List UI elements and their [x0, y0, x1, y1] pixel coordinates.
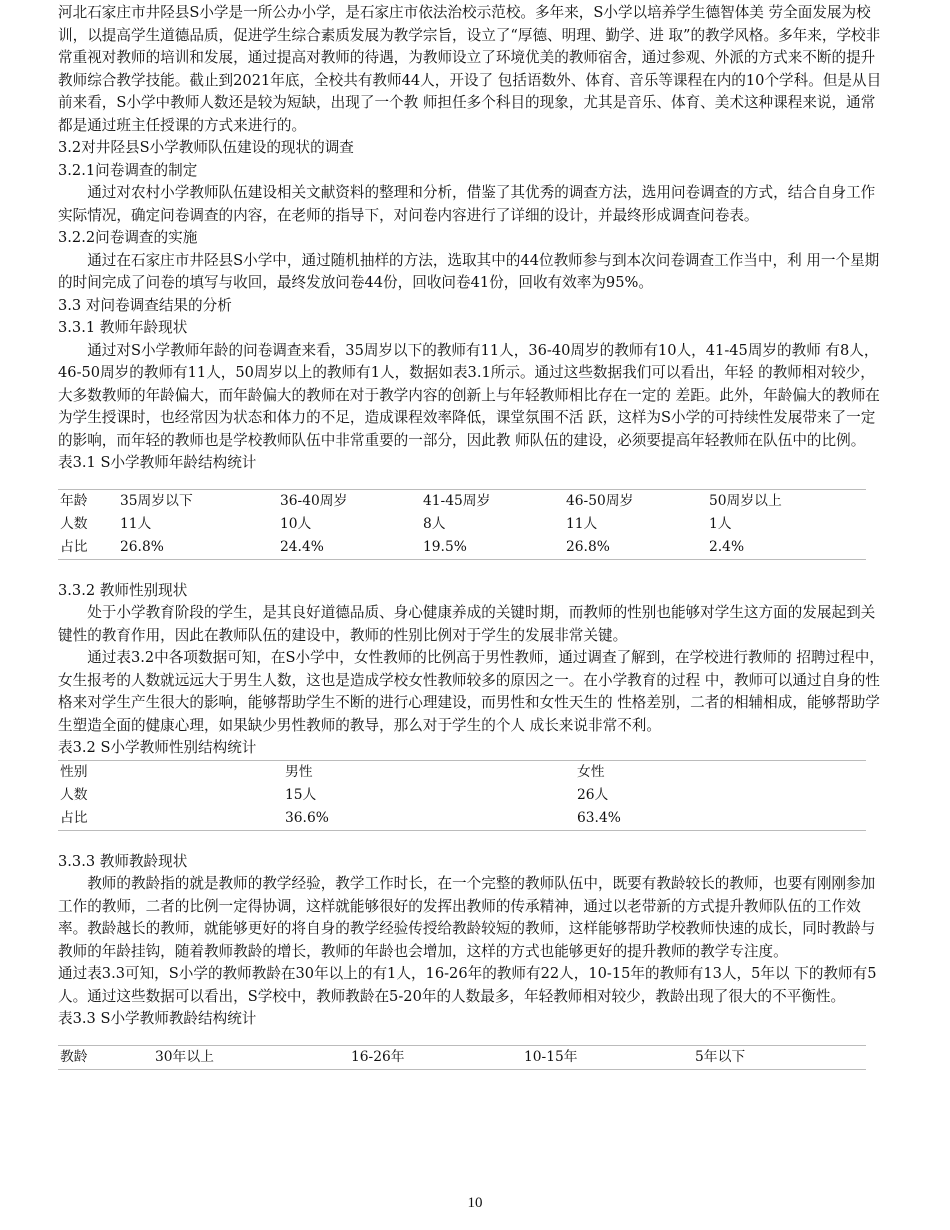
- intro-paragraph: 河北石家庄市井陉县S小学是一所公办小学，是石家庄市依法治校示范校。多年来，S小学以培养学生德智体美 劳全面发展为校训，以提高学生道德品质，促进学生综合素质发展为教学宗旨，设立了“厚德、明理、勤学、进 取”的教学风格。多年来，学校非常重视对教师的培训和发展，通过提高对教师的待遇，为教师设立了环境优美的教师宿舍，通过参观、外派的方式来不断的提升教师综合教学技能。截止到2021年底，全校共有教师44人，开设了 包括语数外、体育、音乐等课程在内的10个学科。但是从目前来看，S小学中教师人数还是较为短缺，出现了一个教 师担任多个科目的现象，尤其是音乐、体育、美术这种课程来说，通常都是通过班主任授课的方式来进行的。: [58, 4, 882, 134]
- table-3-1-caption: 表3.1 S小学教师年龄结构统计: [58, 454, 257, 471]
- table-cell: 男性: [283, 760, 575, 784]
- table-row: [58, 784, 866, 807]
- table-cell: 10-15年: [522, 1045, 693, 1069]
- table-3-2-caption: 表3.2 S小学教师性别结构统计: [58, 739, 257, 756]
- table-row: [58, 807, 866, 831]
- table-cell: 46-50周岁: [564, 489, 707, 513]
- document-page: [58, 2, 884, 1070]
- section-3-2-2-paragraph: 通过在石家庄市井陉县S小学中，通过随机抽样的方法，选取其中的44位教师参与到本次问卷调查工作当中，利 用一个星期的时间完成了问卷的填写与收回，最终发放问卷44份，回收问卷41份，回收有效率为95%。: [58, 251, 880, 291]
- table-cell: 36-40周岁: [278, 489, 421, 513]
- section-3-2-heading: 3.2对井陉县S小学教师队伍建设的现状的调查: [58, 139, 354, 156]
- table-cell: 1人: [709, 515, 732, 532]
- table-3-1-age: [58, 489, 866, 560]
- table-3-3-teaching-years: [58, 1045, 866, 1070]
- table-cell: 教龄: [58, 1045, 153, 1069]
- section-3-3-3-paragraph-2: 通过表3.3可知，S小学的教师教龄在30年以上的有1人，16-26年的教师有22人，10-15年的教师有13人，5年以 下的教师有5人。通过这些数据可以看出，S学校中，教师教龄在5-20年的人数最多，年轻教师相对较少，教龄出现了很大的不平衡性。: [58, 965, 877, 1005]
- section-3-3-1-paragraph: 通过对S小学教师年龄的问卷调查来看，35周岁以下的教师有11人，36-40周岁的教师有10人，41-45周岁的教师 有8人，46-50周岁的教师有11人，50周岁以上的教师有1人，数据如表3.1所示。通过这些数据我们可以看出，年轻 的教师相对较少，大多数教师的年龄偏大，而年龄偏大的教师在对于教学内容的创新上与年轻教师相比存在一定的 差距。此外，年龄偏大的教师在为学生授课时，也经常因为状态和体力的不足，造成课程效率降低，课堂氛围不活 跃，这样为S小学的可持续性发展带来了一定的影响，而年轻的教师也是学校教师队伍中非常重要的一部分，因此教 师队伍的建设，必须要提高年轻教师在队伍中的比例。: [58, 341, 880, 449]
- table-cell: 占比: [58, 807, 283, 831]
- section-3-3-3-heading: 3.3.3 教师教龄现状: [58, 852, 188, 870]
- section-3-3-heading: 3.3 对问卷调查结果的分析: [58, 296, 232, 314]
- table-cell: 10人: [280, 515, 312, 532]
- table-cell: 16-26年: [349, 1045, 522, 1069]
- section-3-3-2-paragraph-2: 通过表3.2中各项数据可知，在S小学中，女性教师的比例高于男性教师，通过调查了解到，在学校进行教师的 招聘过程中，女生报考的人数就远远大于男生人数，这也是造成学校女性教师较多的原因之一。在小学教育的过程 中，教师可以通过自身的性格来对学生产生很大的影响，能够帮助学生不断的进行心理建设，而男性和女性天生的 性格差别，二者的相辅相成，能够帮助学生塑造全面的健康心理，如果缺少男性教师的教导，那么对于学生的个人 成长来说非常不利。: [58, 649, 884, 734]
- section-3-2-1-paragraph: 通过对农村小学教师队伍建设相关文献资料的整理和分析，借鉴了其优秀的调查方法，选用问卷调查的方式，结合自身工作实际情况，确定问卷调查的内容，在老师的指导下，对问卷内容进行了详细的设计，并最终形成调查问卷表。: [58, 184, 876, 224]
- table-cell: 8人: [423, 515, 446, 532]
- section-3-2-2-heading: 3.2.2问卷调查的实施: [58, 229, 198, 246]
- section-3-3-2-paragraph-1: 处于小学教育阶段的学生，是其良好道德品质、身心健康养成的关键时期，而教师的性别也能够对学生这方面的发展起到关键性的教育作用，因此在教师队伍的建设中，教师的性别比例对于学生的发展非常关键。: [58, 604, 876, 644]
- table-cell: 女性: [575, 760, 866, 784]
- table-cell: 11人: [120, 515, 152, 532]
- table-cell: 24.4%: [278, 536, 421, 560]
- table-row: [58, 489, 866, 513]
- table-cell: 2.4%: [707, 536, 866, 560]
- table-cell: 26人: [577, 786, 609, 803]
- table-cell: 26.8%: [118, 536, 278, 560]
- table-row: [58, 513, 866, 536]
- table-cell: 30年以上: [153, 1045, 349, 1069]
- table-cell: 年龄: [58, 489, 118, 513]
- table-cell: 11人: [566, 515, 598, 532]
- table-3-3-caption: 表3.3 S小学教师教龄结构统计: [58, 1010, 257, 1027]
- table-cell: 占比: [58, 536, 118, 560]
- table-cell: 人数: [60, 515, 88, 532]
- section-3-3-2-heading: 3.3.2 教师性别现状: [58, 581, 188, 599]
- table-cell: 人数: [60, 786, 88, 803]
- page-number: 10: [467, 1195, 483, 1211]
- table-cell: 63.4%: [575, 807, 866, 831]
- table-row: [58, 536, 866, 560]
- section-3-3-3-paragraph-1: 教师的教龄指的就是教师的教学经验，教学工作时长，在一个完整的教师队伍中，既要有教龄较长的教师，也要有刚刚参加工作的教师，二者的比例一定得协调，这样就能够很好的发挥出教师的传承精神，通过以老带新的方式提升教师队伍的工作效率。教龄越长的教师，就能够更好的将自身的教学经验传授给教龄较短的教师，这样能够帮助学校教师快速的成长，同时教龄与教师的年龄挂钩，随着教师教龄的增长，教师的年龄也会增加，这样的方式也能够更好的提升教师的教学专注度。: [58, 875, 876, 960]
- table-cell: 36.6%: [283, 807, 575, 831]
- table-cell: 5年以下: [693, 1045, 866, 1069]
- table-cell: 26.8%: [564, 536, 707, 560]
- table-cell: 19.5%: [421, 536, 564, 560]
- table-cell: 性别: [58, 760, 283, 784]
- section-3-2-1-heading: 3.2.1问卷调查的制定: [58, 161, 198, 179]
- table-cell: 41-45周岁: [421, 489, 564, 513]
- table-cell: 35周岁以下: [118, 489, 278, 513]
- table-row: [58, 1045, 866, 1069]
- section-3-3-1-heading: 3.3.1 教师年龄现状: [58, 319, 188, 336]
- table-3-2-gender: [58, 760, 866, 831]
- table-row: [58, 760, 866, 784]
- table-cell: 50周岁以上: [707, 489, 866, 513]
- table-cell: 15人: [285, 786, 317, 803]
